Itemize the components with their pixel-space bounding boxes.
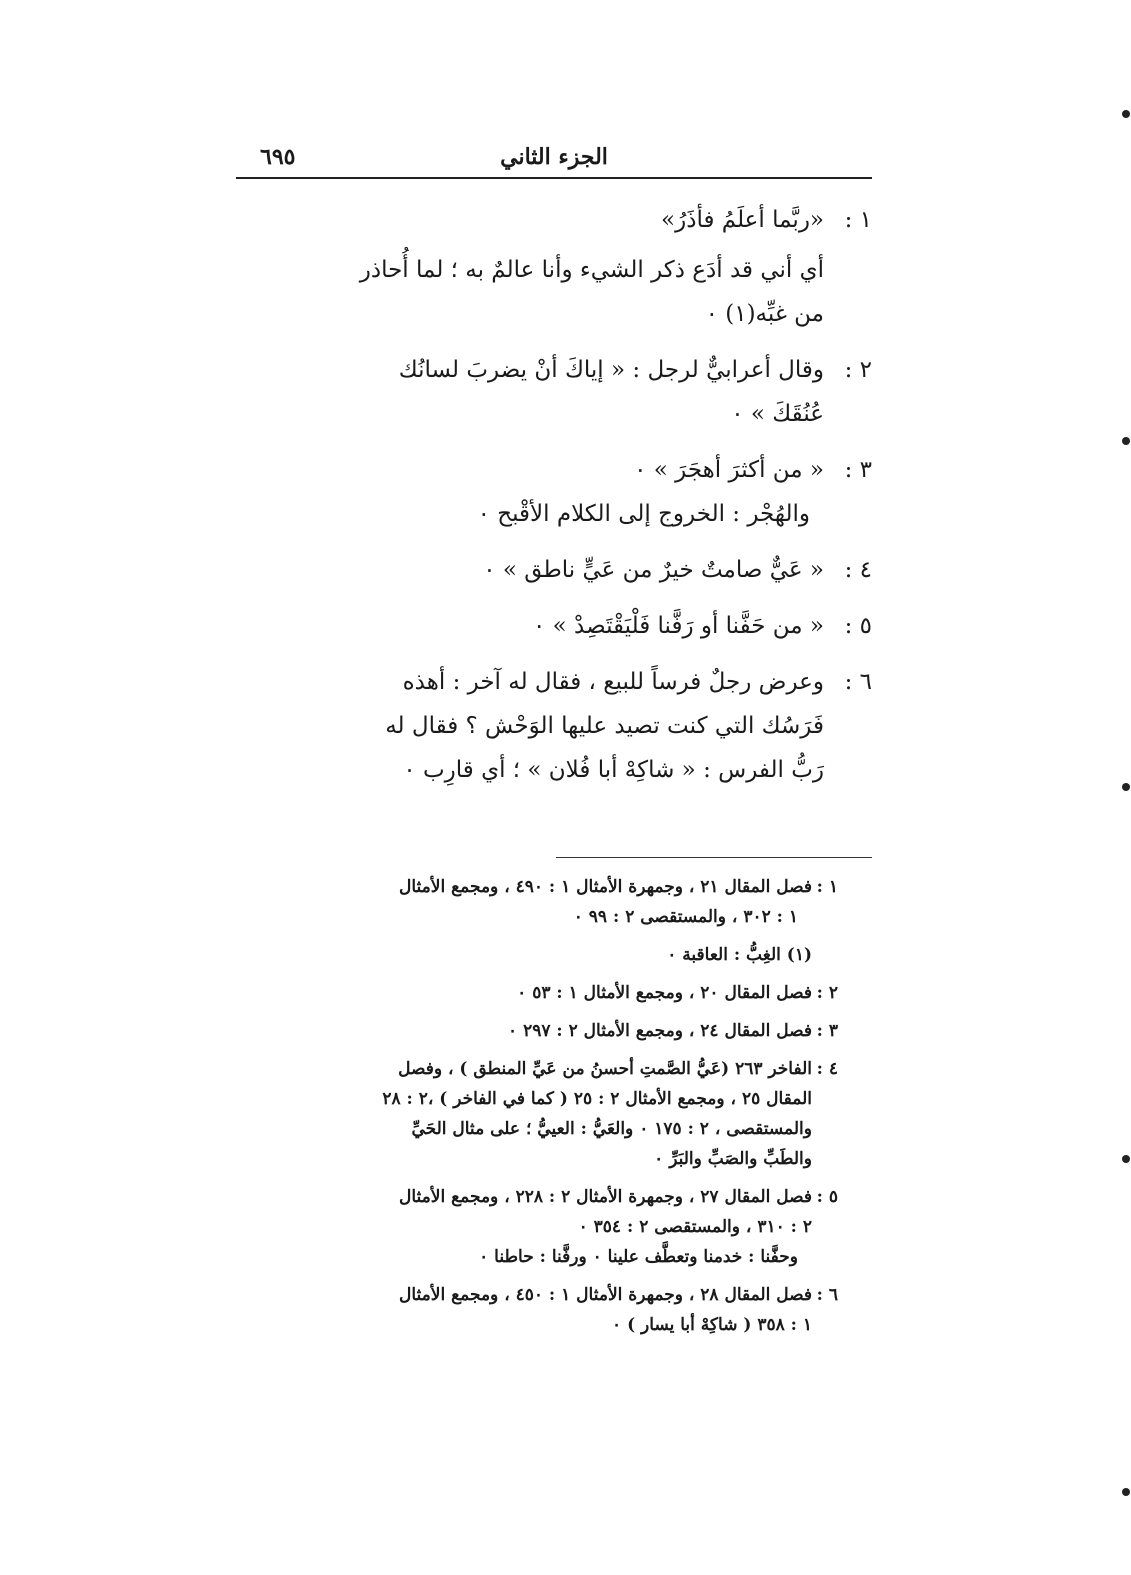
entry-number: ٤ : <box>844 557 872 583</box>
entry-number: ٢ : <box>844 357 872 383</box>
footnote-text: ١ : ٣٠٢ ، والمستقصى ٢ : ٩٩ ٠ <box>573 907 798 927</box>
footnotes <box>226 872 838 1348</box>
footnote-text: والمستقصى ، ٢ : ١٧٥ ٠ والعَيُّ : العييُّ ؛ على مثال الحَيِّ <box>411 1119 812 1139</box>
scan-binding-mark <box>1122 783 1130 791</box>
footnote-1 <box>226 872 838 932</box>
footnote-gloss <box>226 940 838 970</box>
footnote-number: ١ : <box>816 877 838 897</box>
chapter-title: الجزء الثاني <box>500 144 608 170</box>
footnote-number: ٦ : <box>816 1285 838 1305</box>
entry-number: ١ : <box>844 207 872 233</box>
footnote-text: وحفَّنا : خدمنا وتعطَّف علينا ٠ ورفَّنا : حاطنا ٠ <box>479 1247 798 1267</box>
proverb-entries <box>230 198 872 804</box>
entry-text: وعرض رجلٌ فرساً للبيع ، فقال له آخر : أهذه <box>402 669 824 695</box>
scan-binding-mark <box>1122 110 1130 118</box>
entry-number: ٦ : <box>844 669 872 695</box>
entry-gloss: من غبِّه(١) ٠ <box>705 301 824 327</box>
entry-number: ٣ : <box>844 457 872 483</box>
footnote-number: ٢ : <box>816 983 838 1003</box>
footnote-separator <box>556 857 872 858</box>
page-number: ٦٩٥ <box>260 144 296 170</box>
footnote-text: فصل المقال ٢٨ ، وجمهرة الأمثال ١ : ٤٥٠ ، ومجمع الأمثال <box>399 1285 812 1305</box>
footnote-number: ٥ : <box>816 1187 838 1207</box>
footnote-text: ٢ : ٣١٠ ، والمستقصى ٢ : ٣٥٤ ٠ <box>578 1217 812 1237</box>
running-header <box>236 140 872 176</box>
entry-number: ٥ : <box>844 613 872 639</box>
entry-text: عُنُقَكَ » ٠ <box>731 401 824 427</box>
entry-2 <box>230 348 872 436</box>
footnote-3 <box>226 1016 838 1046</box>
entry-text: وقال أعرابيٌّ لرجل : « إياكَ أنْ يضربَ لسانُك <box>398 357 824 383</box>
entry-1 <box>230 198 872 336</box>
entry-gloss: أي أني قد أدَع ذكر الشيء وأنا عالمٌ به ؛ لما أُحاذر <box>359 257 824 283</box>
footnote-text: الفاخر ٢٦٣ (عَيُّ الصَّمتِ أحسنُ من عَيِّ المنطق ) ، وفصل <box>398 1059 812 1079</box>
footnote-number: ٣ : <box>816 1021 838 1041</box>
entry-5 <box>230 604 872 648</box>
footnote-text: والطَبِّ والصَبِّ والبَرِّ ٠ <box>654 1149 812 1169</box>
footnote-number: ٤ : <box>816 1059 838 1079</box>
entry-text: فَرَسُك التي كنت تصيد عليها الوَحْش ؟ فقال له <box>385 713 824 739</box>
entry-text: « من حَفَّنا أو رَفَّنا فَلْيَقْتَصِدْ » ٠ <box>533 613 824 639</box>
entry-4 <box>230 548 872 592</box>
scan-binding-mark <box>1122 1488 1130 1496</box>
entry-text: «ربَّما أعلَمُ فأذَرُ» <box>661 207 824 233</box>
footnote-text: فصل المقال ٢٠ ، ومجمع الأمثال ١ : ٥٣ ٠ <box>517 983 812 1003</box>
entry-3 <box>230 448 872 536</box>
footnote-text: فصل المقال ٢١ ، وجمهرة الأمثال ١ : ٤٩٠ ، ومجمع الأمثال <box>399 877 812 897</box>
footnote-text: فصل المقال ٢٧ ، وجمهرة الأمثال ٢ : ٢٢٨ ، ومجمع الأمثال <box>399 1187 812 1207</box>
footnote-text: ١ : ٣٥٨ ( شاكِهْ أبا يسار ) ٠ <box>612 1315 812 1335</box>
entry-6 <box>230 660 872 792</box>
header-rule <box>236 177 872 179</box>
entry-text: « عَيٌّ صامتٌ خيرٌ من عَيٍّ ناطق » ٠ <box>483 557 824 583</box>
scan-binding-mark <box>1122 437 1130 445</box>
footnote-6 <box>226 1280 838 1340</box>
footnote-text: المقال ٢٥ ، ومجمع الأمثال ٢ : ٢٥ ( كما في الفاخر ) ،٢ : ٢٨ <box>382 1089 812 1109</box>
footnote-text: فصل المقال ٢٤ ، ومجمع الأمثال ٢ : ٢٩٧ ٠ <box>508 1021 812 1041</box>
scan-binding-mark <box>1122 1155 1130 1163</box>
footnote-5 <box>226 1182 838 1272</box>
entry-text: رَبُّ الفرس : « شاكِهْ أبا فُلان » ؛ أي قارِب ٠ <box>403 757 824 783</box>
footnote-text: (١) الغِبُّ : العاقبة ٠ <box>667 945 812 965</box>
entry-text: « من أكثرَ أهجَرَ » ٠ <box>634 457 824 483</box>
entry-gloss: والهُجْر : الخروج إلى الكلام الأقْبح ٠ <box>477 501 810 527</box>
footnote-4 <box>226 1054 838 1174</box>
footnote-2 <box>226 978 838 1008</box>
